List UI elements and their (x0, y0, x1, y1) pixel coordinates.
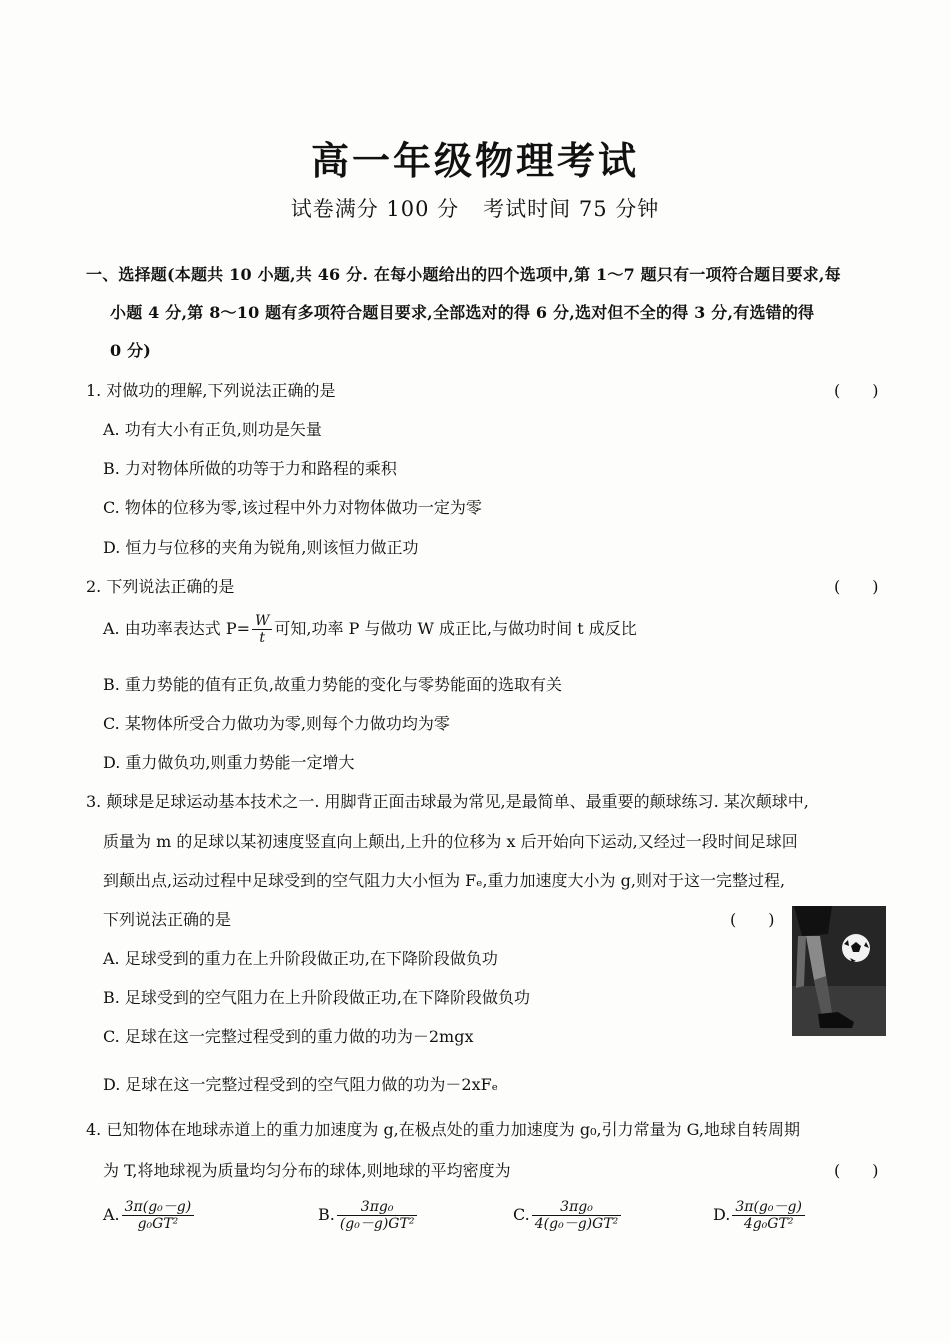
soccer-photo-illustration (792, 906, 886, 1036)
q4-option-b (318, 1199, 419, 1232)
q4-option-d-label: D. (713, 1205, 731, 1225)
q3-stem-line4: 下列说法正确的是 (103, 910, 232, 929)
q4-stem-line1: 4. 已知物体在地球赤道上的重力加速度为 g,在极点处的重力加速度为 g₀,引力常量为 G,地球自转周期 (86, 1120, 800, 1139)
q4-option-d-num: 3π(g₀－g) (732, 1199, 805, 1216)
power-fraction (252, 613, 272, 646)
q4-option-b-label: B. (318, 1205, 335, 1225)
q4-option-d-fraction (732, 1199, 805, 1232)
q2-option-c: C. 某物体所受合力做功为零,则每个力做功均为零 (103, 714, 450, 733)
q4-option-b-num: 3πg₀ (337, 1199, 418, 1216)
section-header-line2: 小题 4 分,第 8～10 题有多项符合题目要求,全部选对的得 6 分,选对但不全的得 3 分,有选错的得 (110, 303, 815, 322)
q2-option-a-prefix: A. 由功率表达式 P= (103, 619, 250, 639)
q3-stem-line3: 到颠出点,运动过程中足球受到的空气阻力大小恒为 Fₑ,重力加速度大小为 g,则对于这一完整过程, (103, 871, 786, 890)
q2-option-a-suffix: 可知,功率 P 与做功 W 成正比,与做功时间 t 成反比 (274, 619, 637, 639)
exam-title: 高一年级物理考试 (310, 139, 639, 183)
exam-subtitle (0, 193, 950, 223)
q3-option-c: C. 足球在这一完整过程受到的重力做的功为－2mgx (103, 1027, 474, 1046)
q4-option-a-den: g₀GT² (137, 1216, 179, 1233)
q1-stem: 1. 对做功的理解,下列说法正确的是 (86, 381, 336, 400)
q4-option-d-den: 4g₀GT² (743, 1216, 794, 1233)
q2-option-a (103, 613, 637, 646)
q2-answer-paren: ( ) (834, 577, 879, 596)
q3-option-d: D. 足球在这一完整过程受到的空气阻力做的功为－2xFₑ (103, 1075, 498, 1094)
q3-option-b: B. 足球受到的空气阻力在上升阶段做正功,在下降阶段做负功 (103, 988, 531, 1007)
q4-option-a-label: A. (103, 1205, 120, 1225)
q3-stem-line1: 3. 颠球是足球运动基本技术之一. 用脚背正面击球最为常见,是最简单、最重要的颠球练习. 某次颠球中, (86, 792, 809, 811)
section-header-line3: 0 分) (110, 341, 152, 360)
soccer-juggling-photo (792, 906, 886, 1036)
q3-option-a: A. 足球受到的重力在上升阶段做正功,在下降阶段做负功 (103, 949, 498, 968)
q2-option-d: D. 重力做负功,则重力势能一定增大 (103, 753, 355, 772)
power-fraction-den: t (259, 630, 266, 647)
q2-option-b: B. 重力势能的值有正负,故重力势能的变化与零势能面的选取有关 (103, 675, 563, 694)
power-fraction-num: W (252, 613, 272, 630)
q1-option-c: C. 物体的位移为零,该过程中外力对物体做功一定为零 (103, 498, 482, 517)
q4-option-b-den: (g₀－g)GT² (339, 1216, 415, 1233)
q4-option-c-num: 3πg₀ (532, 1199, 622, 1216)
q4-option-c-label: C. (513, 1205, 530, 1225)
q1-option-a: A. 功有大小有正负,则功是矢量 (103, 420, 322, 439)
q1-option-d: D. 恒力与位移的夹角为锐角,则该恒力做正功 (103, 538, 419, 557)
q4-option-a-num: 3π(g₀－g) (122, 1199, 195, 1216)
q4-answer-paren: ( ) (834, 1161, 879, 1180)
q1-answer-paren: ( ) (834, 381, 879, 400)
q4-option-d (713, 1199, 807, 1232)
exam-time-text: 考试时间 75 分钟 (483, 197, 660, 221)
q4-option-c-den: 4(g₀－g)GT² (534, 1216, 619, 1233)
section-header-line1: 一、选择题(本题共 10 小题,共 46 分. 在每小题给出的四个选项中,第 1～7 题只有一项符合题目要求,每 (86, 265, 841, 284)
q4-option-c (513, 1199, 623, 1232)
q3-answer-paren: ( ) (730, 910, 775, 929)
q4-option-b-fraction (337, 1199, 418, 1232)
q4-option-c-fraction (532, 1199, 622, 1232)
q1-option-b: B. 力对物体所做的功等于力和路程的乘积 (103, 459, 397, 478)
full-score-text: 试卷满分 100 分 (290, 197, 460, 221)
q4-stem-line2: 为 T,将地球视为质量均匀分布的球体,则地球的平均密度为 (103, 1161, 511, 1180)
q4-option-a (103, 1199, 196, 1232)
q4-option-a-fraction (122, 1199, 195, 1232)
q3-stem-line2: 质量为 m 的足球以某初速度竖直向上颠出,上升的位移为 x 后开始向下运动,又经过一段时间足球回 (103, 832, 798, 851)
q2-stem: 2. 下列说法正确的是 (86, 577, 235, 596)
